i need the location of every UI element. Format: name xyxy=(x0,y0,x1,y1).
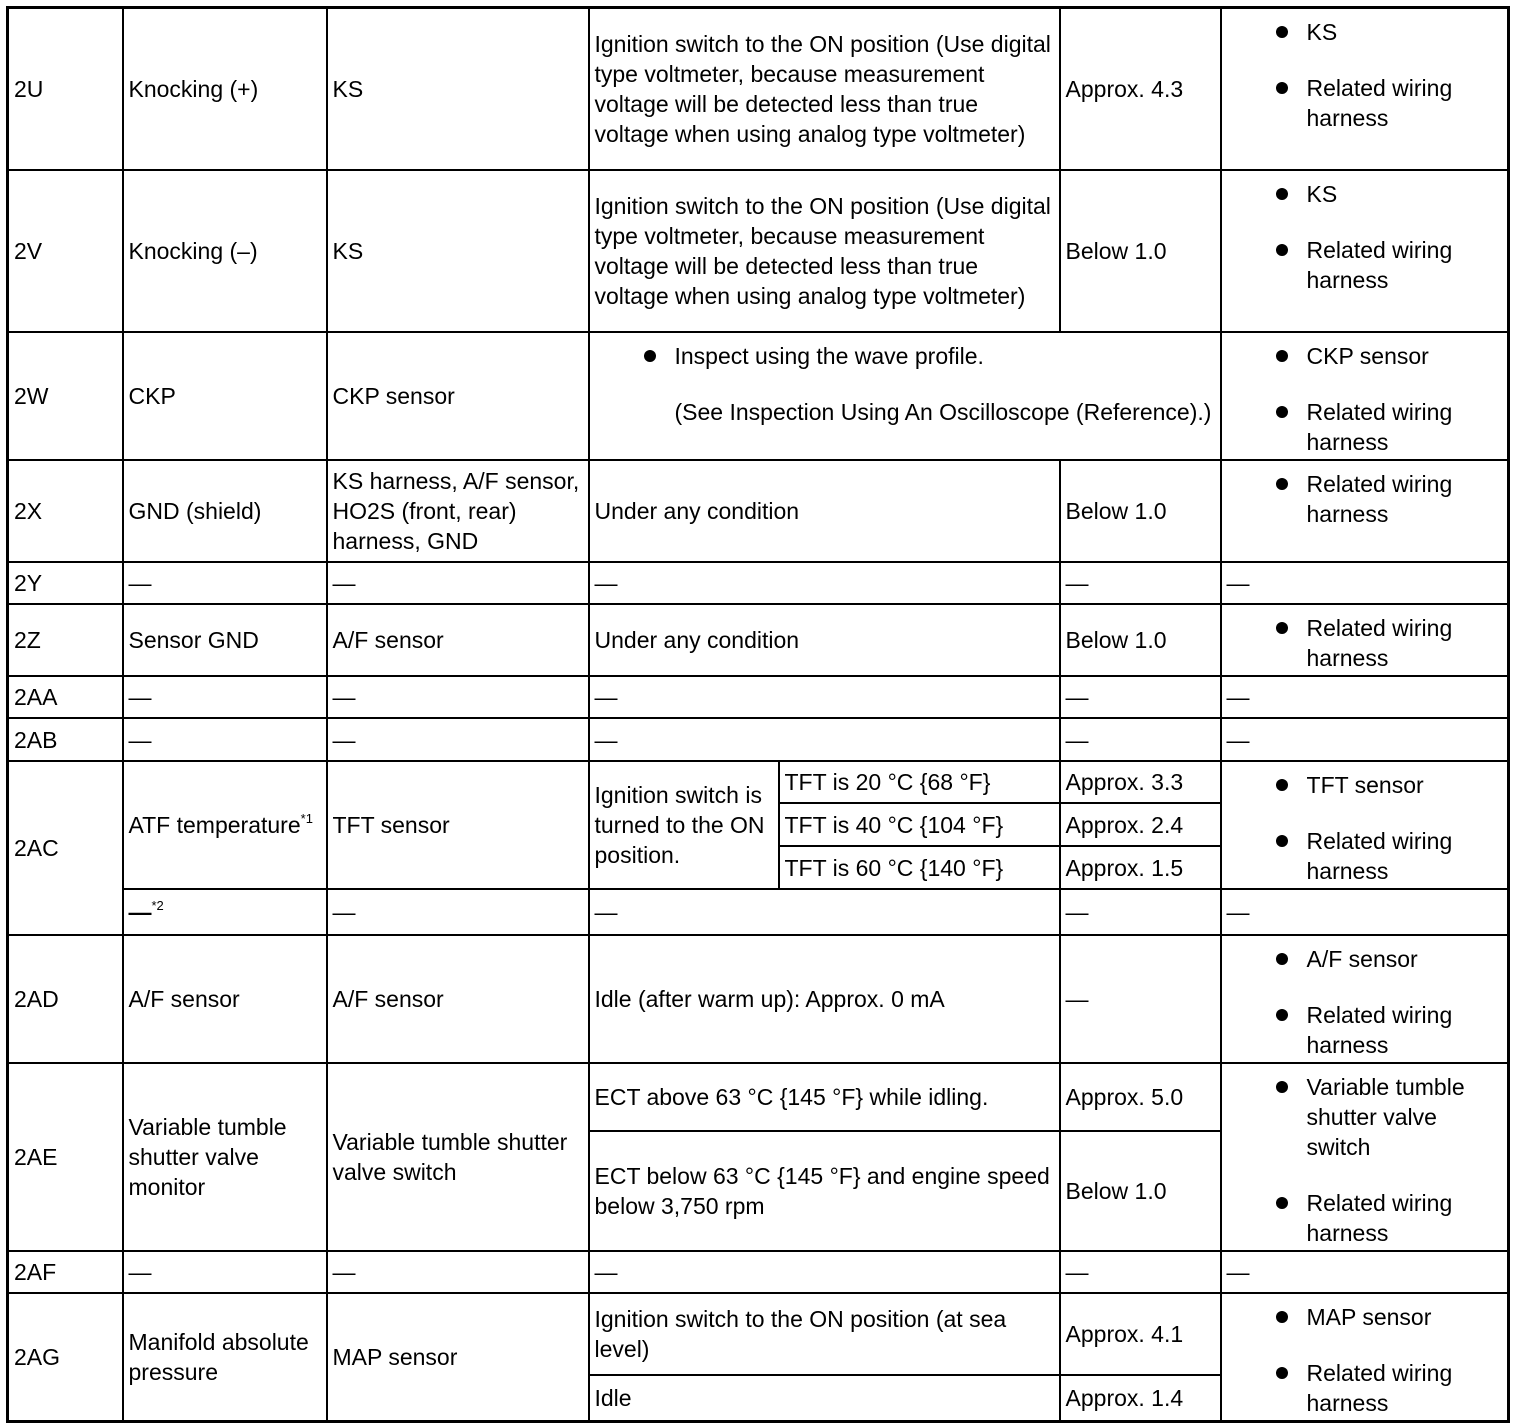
empty-cell: — xyxy=(589,562,1060,604)
inspection-item: Related wiring harness xyxy=(1227,397,1503,457)
terminal-cell: 2AF xyxy=(8,1251,123,1293)
empty-cell: — xyxy=(123,676,327,718)
signal-cell: Knocking (+) xyxy=(123,8,327,170)
signal-cell: Variable tumble shutter valve monitor xyxy=(123,1063,327,1251)
empty-cell: — xyxy=(1060,1251,1221,1293)
table-row xyxy=(8,676,1509,718)
voltage-cell: Approx. 4.1 xyxy=(1060,1293,1221,1375)
inspection-item: KS xyxy=(1227,17,1503,47)
empty-cell: — xyxy=(1221,676,1509,718)
signal-text: ATF temperature xyxy=(128,812,301,838)
table-row xyxy=(8,761,1509,804)
connected-to-cell: MAP sensor xyxy=(327,1293,589,1422)
voltage-cell: Below 1.0 xyxy=(1060,1131,1221,1250)
condition-cell: ECT above 63 °C {145 °F} while idling. xyxy=(589,1063,1060,1132)
inspection-item: Variable tumble shutter valve switch xyxy=(1227,1072,1503,1162)
inspection-cell xyxy=(1221,1293,1509,1422)
table-row xyxy=(8,1293,1509,1375)
table-row xyxy=(8,935,1509,1063)
voltage-cell: Below 1.0 xyxy=(1060,604,1221,676)
inspection-cell xyxy=(1221,761,1509,889)
empty-cell: — xyxy=(589,889,1060,935)
terminal-cell: 2Y xyxy=(8,562,123,604)
table-row xyxy=(8,718,1509,761)
inspection-item: Related wiring harness xyxy=(1227,235,1503,295)
signal-cell xyxy=(123,761,327,889)
signal-cell: Knocking (–) xyxy=(123,170,327,332)
connected-to-cell: A/F sensor xyxy=(327,935,589,1063)
inspection-item: Related wiring harness xyxy=(1227,1358,1503,1418)
empty-cell: — xyxy=(327,718,589,761)
condition-cell: Under any condition xyxy=(589,604,1060,676)
terminal-voltage-table xyxy=(6,6,1510,1423)
table-row xyxy=(8,604,1509,676)
connected-to-cell: Variable tumble shutter valve switch xyxy=(327,1063,589,1251)
dash-text: — xyxy=(128,899,152,925)
terminal-cell: 2AE xyxy=(8,1063,123,1251)
inspection-item: MAP sensor xyxy=(1227,1302,1503,1332)
empty-cell: — xyxy=(589,1251,1060,1293)
empty-cell: — xyxy=(1221,889,1509,935)
terminal-cell: 2X xyxy=(8,460,123,562)
condition-cell: Under any condition xyxy=(589,460,1060,562)
voltage-cell: Approx. 1.5 xyxy=(1060,846,1221,889)
condition-cell: ECT below 63 °C {145 °F} and engine speed below 3,750 rpm xyxy=(589,1131,1060,1250)
terminal-cell: 2AB xyxy=(8,718,123,761)
connected-to-cell: TFT sensor xyxy=(327,761,589,889)
connected-to-cell: KS xyxy=(327,170,589,332)
empty-cell: — xyxy=(327,889,589,935)
inspection-item: A/F sensor xyxy=(1227,944,1503,974)
empty-cell: — xyxy=(1060,889,1221,935)
voltage-cell: Approx. 1.4 xyxy=(1060,1375,1221,1421)
connected-to-cell: KS harness, A/F sensor, HO2S (front, rear) harness, GND xyxy=(327,460,589,562)
table-row xyxy=(8,1063,1509,1132)
signal-cell: CKP xyxy=(123,332,327,460)
empty-cell: — xyxy=(123,1251,327,1293)
sub-condition-cell: TFT is 20 °C {68 °F} xyxy=(779,761,1060,804)
inspection-cell xyxy=(1221,460,1509,562)
footnote-mark: *2 xyxy=(151,898,164,913)
condition-cell: Ignition switch to the ON position (Use digital type voltmeter, because measurement voltage will be detected less than true voltage when using analog type voltmeter) xyxy=(589,170,1060,332)
inspection-cell xyxy=(1221,8,1509,170)
terminal-cell: 2U xyxy=(8,8,123,170)
inspection-item: KS xyxy=(1227,179,1503,209)
table-row xyxy=(8,332,1509,460)
voltage-cell: Approx. 5.0 xyxy=(1060,1063,1221,1132)
condition-cell: Idle xyxy=(589,1375,1060,1421)
signal-cell: GND (shield) xyxy=(123,460,327,562)
inspection-item: Related wiring harness xyxy=(1227,826,1503,886)
inspection-item: Related wiring harness xyxy=(1227,73,1503,133)
table-row xyxy=(8,889,1509,935)
empty-cell: — xyxy=(1060,676,1221,718)
empty-cell: — xyxy=(327,562,589,604)
inspection-cell xyxy=(1221,170,1509,332)
terminal-cell: 2V xyxy=(8,170,123,332)
footnote-mark: *1 xyxy=(300,811,313,826)
voltage-cell: Below 1.0 xyxy=(1060,460,1221,562)
signal-cell: Sensor GND xyxy=(123,604,327,676)
inspection-cell xyxy=(1221,935,1509,1063)
empty-cell: — xyxy=(1221,562,1509,604)
connected-to-cell: KS xyxy=(327,8,589,170)
voltage-cell: — xyxy=(1060,935,1221,1063)
voltage-cell: Approx. 4.3 xyxy=(1060,8,1221,170)
table-row xyxy=(8,170,1509,332)
terminal-cell: 2AD xyxy=(8,935,123,1063)
inspection-cell xyxy=(1221,1063,1509,1251)
terminal-cell: 2AA xyxy=(8,676,123,718)
table-row xyxy=(8,460,1509,562)
signal-cell xyxy=(123,889,327,935)
sub-condition-cell: TFT is 60 °C {140 °F} xyxy=(779,846,1060,889)
connected-to-cell: CKP sensor xyxy=(327,332,589,460)
inspection-cell xyxy=(1221,604,1509,676)
condition-cell: Idle (after warm up): Approx. 0 mA xyxy=(589,935,1060,1063)
connected-to-cell: A/F sensor xyxy=(327,604,589,676)
empty-cell: — xyxy=(1060,718,1221,761)
voltage-cell: Approx. 2.4 xyxy=(1060,803,1221,846)
signal-cell: Manifold absolute pressure xyxy=(123,1293,327,1422)
empty-cell: — xyxy=(1060,562,1221,604)
table-row xyxy=(8,1251,1509,1293)
empty-cell: — xyxy=(589,676,1060,718)
condition-item: Inspect using the wave profile. xyxy=(595,341,1215,371)
empty-cell: — xyxy=(589,718,1060,761)
inspection-item: Related wiring harness xyxy=(1227,1188,1503,1248)
terminal-cell: 2AG xyxy=(8,1293,123,1422)
inspection-item: TFT sensor xyxy=(1227,770,1503,800)
empty-cell: — xyxy=(1221,718,1509,761)
terminal-cell: 2W xyxy=(8,332,123,460)
empty-cell: — xyxy=(123,562,327,604)
table-row xyxy=(8,8,1509,170)
voltage-cell: Approx. 3.3 xyxy=(1060,761,1221,804)
empty-cell: — xyxy=(327,1251,589,1293)
terminal-cell: 2AC xyxy=(8,761,123,935)
inspection-item: Related wiring harness xyxy=(1227,469,1503,529)
inspection-item: Related wiring harness xyxy=(1227,613,1503,673)
empty-cell: — xyxy=(123,718,327,761)
signal-cell: A/F sensor xyxy=(123,935,327,1063)
condition-cell xyxy=(589,332,1221,460)
table-row xyxy=(8,562,1509,604)
condition-cell: Ignition switch is turned to the ON position. xyxy=(589,761,779,889)
inspection-item: CKP sensor xyxy=(1227,341,1503,371)
inspection-item: Related wiring harness xyxy=(1227,1000,1503,1060)
condition-cell: Ignition switch to the ON position (at sea level) xyxy=(589,1293,1060,1375)
empty-cell: — xyxy=(1221,1251,1509,1293)
empty-cell: — xyxy=(327,676,589,718)
voltage-cell: Below 1.0 xyxy=(1060,170,1221,332)
condition-cell: Ignition switch to the ON position (Use digital type voltmeter, because measurement voltage will be detected less than true voltage when using analog type voltmeter) xyxy=(589,8,1060,170)
terminal-cell: 2Z xyxy=(8,604,123,676)
sub-condition-cell: TFT is 40 °C {104 °F} xyxy=(779,803,1060,846)
condition-note: (See Inspection Using An Oscilloscope (Reference).) xyxy=(674,398,1212,425)
inspection-cell xyxy=(1221,332,1509,460)
